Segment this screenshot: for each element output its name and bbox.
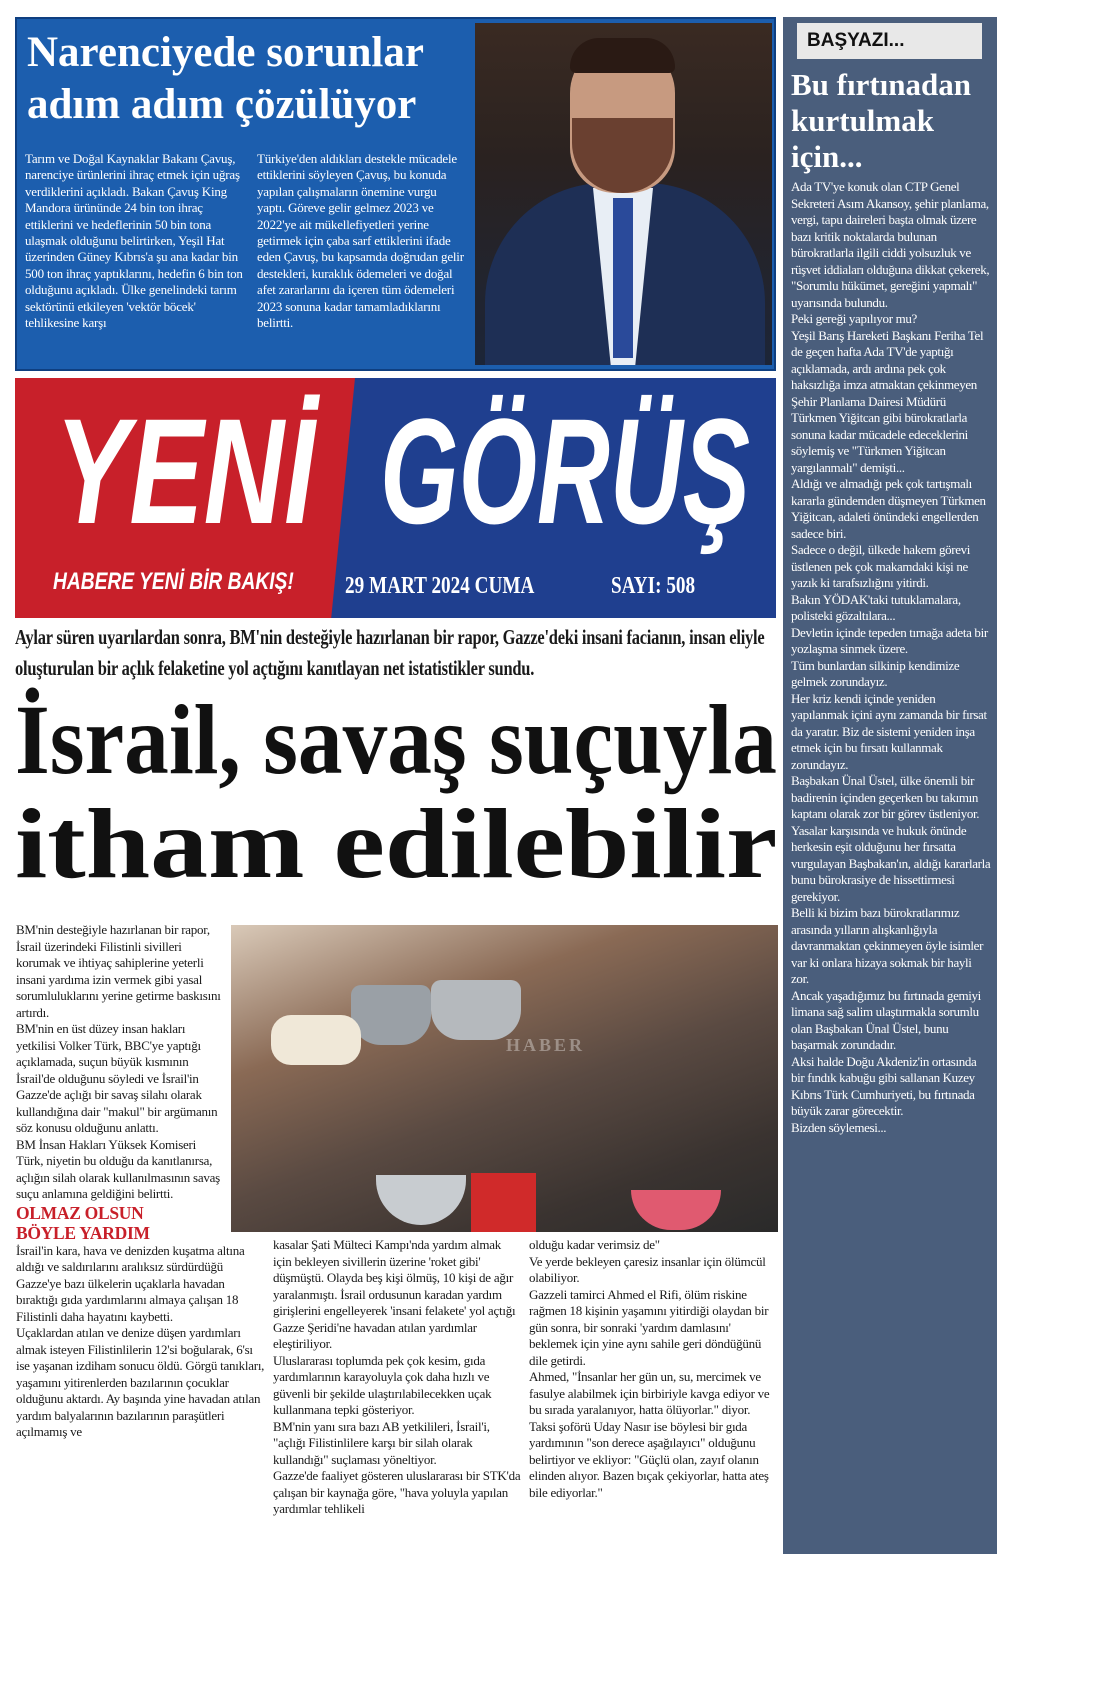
editorial-body — [791, 179, 991, 1136]
main-story-left-column — [16, 922, 266, 1441]
top-story-title[interactable]: Narenciyede sorunlar adım adım çözülüyor — [27, 29, 424, 128]
headline-line-1: İsrail, savaş suçuyla — [15, 684, 777, 795]
logo-gorus: GÖRÜŞ — [380, 387, 751, 555]
paragraph: Tüm bunlardan silkinip kendimize gelmek zorundayız. — [791, 657, 960, 689]
paragraph: BM İnsan Hakları Yüksek Komiseri Türk, niyetin bu olduğu da kanıtlanırsa, açlığın silah olarak kullanılmasının savaş suçu anlamına geldiğini belirtti. — [16, 1136, 220, 1201]
paragraph: Devletin içinde tepeden tırnağa adeta bir yozlaşma sinmek üzere. — [791, 624, 988, 656]
paragraph: Peki gereği yapılıyor mu? — [791, 311, 917, 326]
paragraph: Aldığı ve almadığı pek çok tartışmalı kararla gündemden düşmeyen Türkmen Yiğitcan, adaleti önündeki engellerden sadece biri. — [791, 476, 986, 541]
paragraph: Belli ki bizim bazı bürokratlarımız arasında yılların alışkanlığıyla davranmaktan çekinmeyen öyle isimler var ki onlara hizaya sokmak bir hayli zor. — [791, 905, 984, 986]
photo-pot — [431, 980, 521, 1040]
paragraph: Ve yerde bekleyen çaresiz insanlar için ölümcül olabiliyor. — [529, 1253, 766, 1285]
paragraph: Ancak yaşadığımız bu fırtınada gemiyi limana sağ salim ulaştırmakla sorumlu olan Başbakan Ünal Üstel, bunu başarmak zorundadır. — [791, 987, 981, 1052]
paragraph: Ada TV'ye konuk olan CTP Genel Sekreteri Asım Akansoy, şehir planlama, vergi, tapu daireleri başta olmak üzere bazı kritik noktalarda bulunan bürokratlarla ilgili ciddi yolsuzluk ve rüşvet iddiaları olduğuna dikkat çekerek, "Sorumlu hükümet, gereğini yapmalı" uyarısında bulundu. — [791, 179, 990, 310]
paragraph: kasalar Şati Mülteci Kampı'nda yardım almak için bekleyen sivillerin üzerine 'roket gibi' düşmüştü. Olayda beş kişi ölmüş, 10 kişi de ağır yaralanmıştı. İsrail ordusunun karadan yardım girişlerini engelleyerek 'insani felakete' yol açtığı Gazze Şeridi'ne havadan atılan yardımlar eleştiriliyor. — [273, 1237, 516, 1351]
paragraph: Gazzeli tamirci Ahmed el Rifi, ölüm riskine rağmen 18 kişinin yaşamını yitirdiği olaydan bir gün sonra, bir sonraki 'yardım damlasını' beklemek için yine aynı sahile geri döndüğünü dile getirdi. — [529, 1286, 769, 1368]
top-story-column-1: Tarım ve Doğal Kaynaklar Bakanı Çavuş, narenciye ürünlerini ihraç etmek için uğraş verdiklerini açıkladı. Bakan Çavuş King Mandora ürününde 24 bin ton ihraç ettiklerini ve hedeflerinin 50 bin tona ulaşmak olduğunu belirtirken, Yeşil Hat üzerinden Güney Kıbrıs'a şu ana kadar bin 500 ton ihraç yaptıklarını, hedefin 6 bin ton olduğunu açıkladı. Ülke genelindeki tarım sektörünü etkileyen 'vektör böcek' tehlikesine karşı — [25, 151, 243, 331]
masthead — [15, 378, 776, 618]
main-headline[interactable] — [15, 684, 780, 899]
editorial-label: BAŞYAZI... — [797, 23, 982, 59]
paragraph: İsrail'in kara, hava ve denizden kuşatma altına aldığı ve saldırılarını aralıksız sürdürdüğü Gazze'ye bazı ülkelerin uçaklarla havadan bıraktığı gıda yardımlarını almaya çalışan 18 Filistinli daha hayatını kaybetti. — [16, 1242, 245, 1324]
main-subheadline: Aylar süren uyarılardan sonra, BM'nin desteğiyle hazırlanan bir rapor, Gazze'deki insani facianın, insan eliyle oluşturulan bir açlık felaketine yol açtığını kanıtlayan net istatistikler sundu. — [15, 625, 765, 680]
paragraph: Uçaklardan atılan ve denize düşen yardımları almak isteyen Filistinlilerin 12'si boğularak, 6'sı ise yaşanan izdiham sonucu öldü. Görgü tanıkları, yaşamını yitirenlerden bazılarının çocuklar olduğunu aktardı. Ay başında yine havadan atılan yardım balyalarının bazılarının paraşütleri açılmamış ve — [16, 1325, 265, 1439]
editorial-title[interactable]: Bu fırtınadan kurtulmak için... — [791, 67, 972, 174]
paragraph: BM'nin en üst düzey insan hakları yetkilisi Volker Türk, BBC'ye yaptığı açıklamada, suçun büyük kısmının İsrail'de olduğunu söyledi ve İsrail'in Gazze'de açlığı bir savaş silahı olarak kullandığına dair "makul" bir argümanın söz konusu olduğunu anlattı. — [16, 1021, 218, 1135]
issue-number: SAYI: 508 — [611, 573, 696, 599]
photo-bowl — [376, 1175, 466, 1225]
photo-pot — [351, 985, 431, 1045]
main-story-column-2 — [273, 1237, 521, 1518]
paragraph: Taksi şoförü Uday Nasır ise böylesi bir gıda yardımının "son derece aşağılayıcı" olduğunu belirtiyor ve ekliyor: "Güçlü olan, zayıf olanın elinden alıyor. Bazen bıçak çekiyorlar, hatta ateş bile ediyorlar." — [529, 1418, 769, 1500]
paragraph: Aksi halde Doğu Akdeniz'in ortasında bir fındık kabuğu gibi sallanan Kuzey Kıbrıs Türk Cumhuriyeti, bu fırtınada büyük zarar görecektir. — [791, 1053, 977, 1118]
headline-line-2: itham edilebilir — [15, 788, 778, 899]
paragraph: Uluslararası toplumda pek çok kesim, gıda yardımlarının karayoluyla çok daha hızlı ve güvenli bir şekilde ulaştırılabilecekken uçak kullanmana tepki gösteriyor. — [273, 1352, 492, 1417]
issue-date: 29 MART 2024 CUMA — [345, 573, 535, 599]
paragraph: olduğu kadar verimsiz de" — [529, 1237, 660, 1252]
slogan: HABERE YENİ BİR BAKIŞ! — [53, 568, 294, 595]
paragraph: Gazze'de faaliyet gösteren uluslararası bir STK'da çalışan bir kaynağa göre, "hava yoluyla yapılan yardımlar tehlikeli — [273, 1468, 521, 1516]
paragraph: Başbakan Ünal Üstel, ülke önemli bir badirenin içinden geçerken bu takımın kaptanı olarak zor bir görev üstleniyor. — [791, 773, 980, 821]
photo-pink-bowl — [631, 1190, 721, 1230]
paragraph: BM'nin desteğiyle hazırlanan bir rapor, İsrail üzerindeki Filistinli sivilleri korumak ve ihtiyaç sahiplerine yeterli insani yardıma izin vermek gibi yasal sorumluluklarını yerine getirme baskısını artırdı. — [16, 922, 221, 1020]
main-story-column-3 — [529, 1237, 777, 1501]
top-story-box — [15, 17, 776, 371]
photo-watermark: HABER — [506, 1035, 586, 1055]
paragraph: Yasalar karşısında ve hukuk önünde herkesin eşit olduğunu her fırsatta vurgulayan Başbakan'ın, aldığı kararlarla bunu bürokrasiye de hissettirmesi gerekiyor. — [791, 822, 991, 904]
gaza-food-aid-photo — [231, 925, 778, 1232]
editorial-sidebar — [783, 17, 997, 1554]
photo-figure-tie — [613, 198, 633, 358]
paragraph: Bakın YÖDAK'taki tutuklamalara, polisteki gözaltılara... — [791, 591, 961, 623]
logo-yeni: YENİ — [55, 387, 316, 555]
paragraph: Yeşil Barış Hareketi Başkanı Feriha Tel de geçen hafta Ada TV'de yaptığı açıklamada, ardı ardına pek çok haksızlığa imza atmaktan çekinmeyen Şehir Planlama Dairesi Müdürü Türkmen Yiğitcan gibi bürokratlarla sonuna kadar mücadele edeceklerini söylemiş ve "Türkmen Yiğitcan yargılanmalı" demişti... — [791, 327, 984, 475]
photo-bottle — [271, 1015, 361, 1065]
photo-red-bucket — [471, 1173, 536, 1232]
main-story-header — [15, 622, 780, 899]
paragraph: Ahmed, "İnsanlar her gün un, su, mercimek ve fasulye alabilmek için birbiriyle kavga ediyor ve bu sırada yaralanıyor, hatta ölüyorlar." diyor. — [529, 1369, 770, 1417]
minister-photo — [475, 23, 772, 365]
paragraph: Her kriz kendi içinde yeniden yapılanmak içini aynı zamanda bir fırsat da yaratır. Biz de sistemi yeniden inşa etmek için bu fırsatı kullanmak zorundayız. — [791, 690, 987, 772]
top-story-column-2: Türkiye'den aldıkları destekle mücadele ettiklerini söyleyen Çavuş, bu konuda yapılan çalışmaların önemine vurgu yaptı. Göreve gelir gelmez 2023 ve 2022'ye ait mükellefiyetleri yerine getirmek için çaba sarf ettiklerini ifade eden Çavuş, bu kapsamda doğrudan gelir destekleri, kuraklık ödemeleri ve doğal afet zararlarını da içeren tüm ödemeleri 2023 sonuna kadar tamamladıklarını belirtti. — [257, 151, 464, 331]
paragraph: Sadece o değil, ülkede hakem görevi üstlenen pek çok makamdaki kişi ne yazık ki tarafsızlığını yitirdi. — [791, 542, 971, 590]
paragraph: BM'nin yanı sıra bazı AB yetkilileri, İsrail'i, "açlığı Filistinlilere karşı bir silah olarak kullandığı" suçlaması yöneltiyor. — [273, 1418, 490, 1467]
photo-figure-hair — [570, 38, 675, 73]
paragraph: Bizden söylemesi... — [791, 1119, 887, 1135]
section-subhead: OLMAZ OLSUN BÖYLE YARDIM — [16, 1202, 150, 1243]
